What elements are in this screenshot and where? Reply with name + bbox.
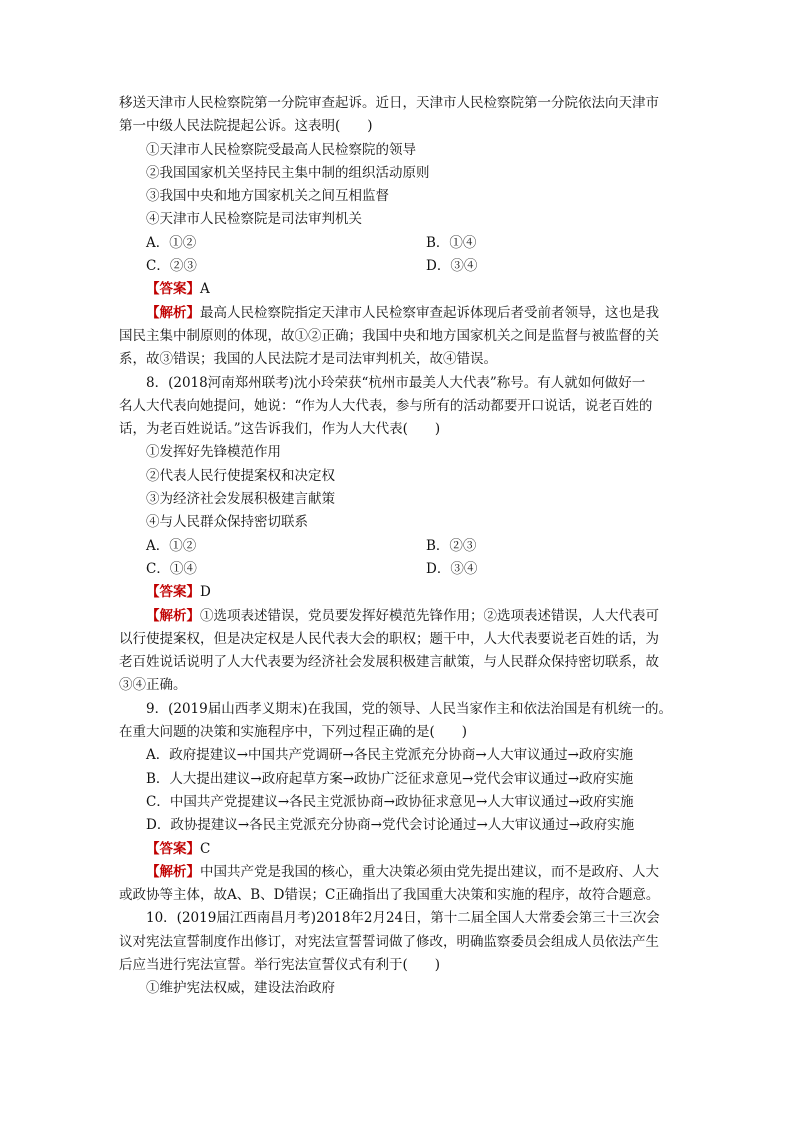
analysis-text: 最高人民检察院指定天津市人民检察审查起诉体现后者受前者领导，这也是我 <box>200 304 659 321</box>
q9-stem-line: 9．(2019届山西孝义期末)在我国，党的领导、人民当家作主和依法治国是有机统一的。 <box>146 700 672 717</box>
q8-item: ②代表人民行使提案权和决定权 <box>146 467 335 484</box>
q8-analysis-line: 老百姓说话说明了人大代表要为经济社会发展积极建言献策，与人民群众保持密切联系，故 <box>119 654 659 671</box>
analysis-tag: 【解析】 <box>146 304 200 321</box>
q7-analysis-line: 系，故③错误；我国的人民法院才是司法审判机关，故④错误。 <box>119 351 497 368</box>
q7-option-a: A．①② <box>146 234 197 251</box>
document-page <box>119 92 679 1001</box>
q7-stem-line: 移送天津市人民检察院第一分院审查起诉。近日，天津市人民检察院第一分院依法向天津市 <box>119 95 659 111</box>
q8-option-d: D．③④ <box>426 560 478 577</box>
answer-value: A <box>200 281 210 298</box>
q8-option-c: C．①④ <box>146 560 197 577</box>
q9-choice-d: D．政协提建议→各民主党派充分协商→党代会讨论通过→人大审议通过→政府实施 <box>146 817 635 834</box>
q7-analysis-line <box>119 302 679 325</box>
question-9 <box>119 698 679 908</box>
q9-choice-c: C．中国共产党提建议→各民主党派协商→政协征求意见→人大审议通过→政府实施 <box>146 793 634 810</box>
q8-item: ④与人民群众保持密切联系 <box>146 514 308 531</box>
q8-options-row <box>119 558 679 581</box>
q7-option-b: B．①④ <box>426 234 477 251</box>
q9-analysis-line <box>119 861 679 884</box>
answer-tag: 【答案】 <box>146 281 200 298</box>
q8-options-row <box>119 535 679 558</box>
q8-option-b: B．②③ <box>426 537 477 554</box>
question-10 <box>119 907 679 1000</box>
q7-item: ②我国国家机关坚持民主集中制的组织活动原则 <box>146 164 430 181</box>
analysis-text: 中国共产党是我国的核心，重大决策必须由党先提出建议，而不是政府、人大 <box>200 863 659 880</box>
q7-stem-line: 第一中级人民法院提起公诉。这表明( ) <box>119 118 373 135</box>
q8-stem-line: 话，为老百姓说话。”这告诉我们，作为人大代表( ) <box>119 421 441 438</box>
q7-item: ③我国中央和地方国家机关之间互相监督 <box>146 188 389 205</box>
q10-stem-line: 10．(2019届江西南昌月考)2018年2月24日，第十二届全国人大常委会第三十三次会 <box>146 910 660 927</box>
q8-stem-line: 名人大代表向她提问，她说：“作为人大代表，参与所有的活动都要开口说话，说老百姓的 <box>119 397 653 414</box>
q9-choice-a: A．政府提建议→中国共产党调研→各民主党派充分协商→人大审议通过→政府实施 <box>146 747 633 764</box>
q7-option-c: C．②③ <box>146 258 197 275</box>
answer-tag: 【答案】 <box>146 840 200 857</box>
q8-option-a: A．①② <box>146 537 197 554</box>
q7-options-row <box>119 232 679 255</box>
analysis-text: ①选项表述错误，党员要发挥好模范先锋作用；②选项表述错误，人大代表可 <box>200 607 659 624</box>
answer-value: D <box>200 584 211 601</box>
q9-analysis-line: 或政协等主体，故A、B、D错误；C正确指出了我国重大决策和实施的程序，故符合题意。 <box>119 887 660 904</box>
q8-analysis-line: ③④正确。 <box>119 677 187 694</box>
q9-stem-line: 在重大问题的决策和实施程序中，下列过程正确的是( ) <box>119 724 468 741</box>
question-8 <box>119 372 679 698</box>
q7-item: ①天津市人民检察院受最高人民检察院的领导 <box>146 141 416 158</box>
answer-value: C <box>200 840 211 857</box>
q7-analysis-line: 国民主集中制原则的体现，故①②正确；我国中央和地方国家机关之间是监督与被监督的关 <box>119 327 659 344</box>
q8-item: ①发挥好先锋模范作用 <box>146 444 281 461</box>
q7-options-row <box>119 255 679 278</box>
q10-stem-line: 后应当进行宪法宣誓。举行宪法宣誓仪式有利于( ) <box>119 956 441 973</box>
q7-item: ④天津市人民检察院是司法审判机关 <box>146 211 362 228</box>
q10-stem-line: 议对宪法宣誓制度作出修订，对宪法宣誓誓词做了修改，明确监察委员会组成人员依法产生 <box>119 933 659 950</box>
answer-tag: 【答案】 <box>146 584 200 601</box>
analysis-tag: 【解析】 <box>146 863 200 880</box>
q8-item: ③为经济社会发展积极建言献策 <box>146 491 335 508</box>
q9-answer <box>119 838 679 861</box>
q8-answer <box>119 581 679 604</box>
q8-analysis-line <box>119 605 679 628</box>
q10-item: ①维护宪法权威，建设法治政府 <box>146 980 335 997</box>
analysis-tag: 【解析】 <box>146 607 200 624</box>
q8-analysis-line: 以行使提案权，但是决定权是人民代表大会的职权；题干中，人大代表要说老百姓的话，为 <box>119 630 659 647</box>
question-7 <box>119 92 679 372</box>
q8-stem-line: 8．(2018河南郑州联考)沈小玲荣获“杭州市最美人大代表”称号。有人就如何做好一 <box>146 374 646 391</box>
q7-option-d: D．③④ <box>426 258 478 275</box>
q9-choice-b: B．人大提出建议→政府起草方案→政协广泛征求意见→党代会审议通过→政府实施 <box>146 770 634 787</box>
q7-answer <box>119 278 679 301</box>
